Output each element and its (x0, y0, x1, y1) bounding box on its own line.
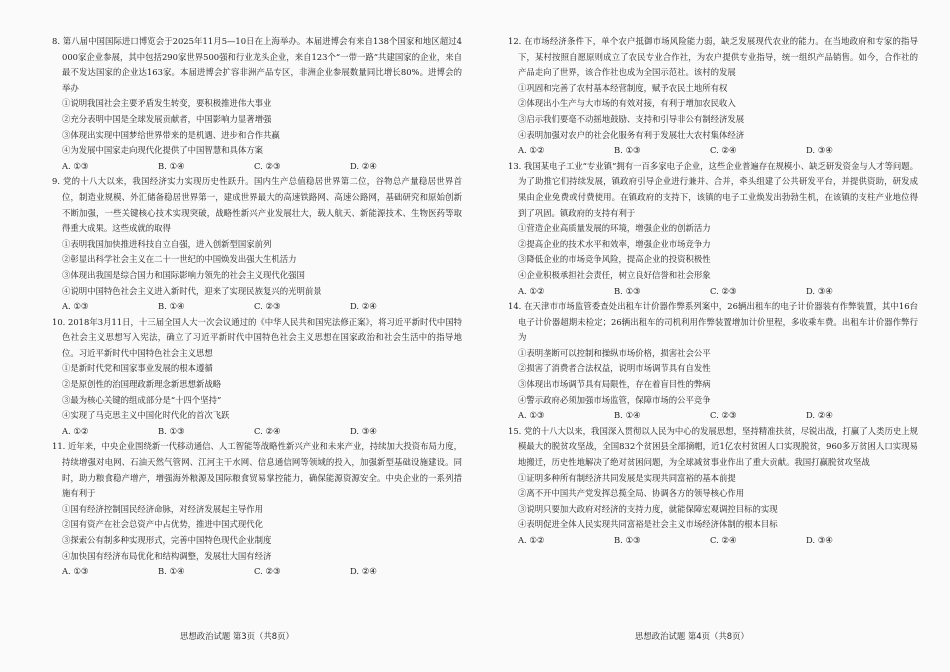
statement-option: ①说明我国社会主要矛盾发生转变，要积极推进伟大事业 (62, 98, 272, 109)
question-block (52, 315, 462, 440)
answer-choice: D. ③④ (806, 145, 833, 156)
statement-option: ①表明垄断可以控制和操纵市场价格，损害社会公平 (518, 347, 711, 358)
answer-choice: C. ②③ (254, 566, 281, 577)
statement-option: ④说明中国特色社会主义进入新时代，迎来了实现民族复兴的光明前景 (62, 285, 322, 296)
statement-option: ③最为核心关键的组成部分是“十四个坚持” (62, 394, 222, 405)
statement-option: ③说明只要加大政府对经济的支持力度，就能保障宏观调控目标的实现 (518, 503, 778, 514)
answer-choice: B. ①③ (614, 145, 641, 156)
statement-option: ②彰显出科学社会主义在二十一世纪的中国焕发出强大生机活力 (62, 254, 297, 265)
answer-choice: A. ①② (518, 285, 545, 296)
answer-choice: C. ②④ (710, 535, 737, 545)
answer-choice: C. ②④ (254, 425, 281, 436)
answer-choices (508, 533, 918, 549)
answer-choice: C. ②③ (710, 285, 737, 296)
answer-choice: B. ①④ (158, 301, 185, 312)
statement-option: ②体现出小生产与大市场的有效对接，有利于增加农民收入 (518, 98, 736, 109)
question-block (52, 439, 462, 579)
answer-choice: D. ③④ (806, 285, 833, 296)
question-stem: 15. 党的十八大以来，我国深入贯彻以人民为中心的发展思想，坚持精准扶贫，尽锐出战，打赢了人类历史上规模最大的脱贫攻坚战，全国832个贫困县全部摘帽，近1亿农村贫困人口实现脱贫，960多万贫困人口实现易地搬迁，历史性地解决了绝对贫困问题，为全球减贫事业作出了重大贡献。我国打赢脱贫攻坚战 (508, 425, 918, 468)
statement-option: ④企业积极承担社会责任，树立良好信誉和社会形象 (518, 269, 711, 280)
statement-option: ④表明加强对农户的社会化服务有利于发展壮大农村集体经济 (518, 129, 745, 140)
statement-option: ③降低企业的市场竞争风险，提高企业的投资积极性 (518, 254, 711, 265)
question-stem: 13. 我国某电子工业“专业镇”拥有一百多家电子企业，这些企业普遍存在规模小、缺乏研发资金与人才等问题。为了助推它们持续发展，镇政府引导企业进行兼并、合并，牵头组建了公共研发平台，并提供资助，研发成果由企业免费或付费使用。在镇政府的支持下，该镇的电子工业焕发出勃勃生机，在该镇的支柱产业地位得到了巩固。镇政府的支持有利于 (508, 160, 918, 218)
answer-choice: C. ②③ (710, 410, 737, 421)
statement-option: ③体现出实现中国梦给世界带来的是机遇、进步和合作共赢 (62, 129, 280, 140)
answer-choice: B. ①③ (614, 535, 641, 545)
answer-choice: A. ①③ (518, 410, 545, 421)
statement-option: ③启示我们要毫不动摇地鼓励、支持和引导非公有制经济发展 (518, 113, 745, 124)
answer-choice: A. ①② (518, 535, 545, 545)
answer-choice: C. ②④ (710, 145, 737, 156)
statement-option: ①巩固和完善了农村基本经营制度，赋予农民土地所有权 (518, 82, 728, 93)
right-column (508, 34, 918, 549)
answer-choice: B. ①③ (158, 425, 185, 436)
answer-choice: D. ②④ (806, 410, 833, 421)
answer-choice: B. ①③ (614, 285, 641, 296)
answer-choice: B. ①④ (158, 160, 185, 171)
statement-option: ④加快国有经济布局优化和结构调整，发展壮大国有经济 (62, 550, 272, 561)
answer-choice: D. ②④ (350, 160, 377, 171)
statement-option: ②提高企业的技术水平和效率，增强企业市场竞争力 (518, 238, 711, 249)
statement-option: ①国有经济控制国民经济命脉，对经济发展起主导作用 (62, 503, 263, 514)
statement-option: ④表明促进全体人民实现共同富裕是社会主义市场经济体制的根本目标 (518, 519, 778, 530)
answer-choice: D. ③④ (350, 425, 377, 436)
left-column (52, 34, 462, 580)
statement-option: ①营造企业高质量发展的环境，增强企业的创新活力 (518, 223, 711, 234)
answer-choices (52, 159, 462, 175)
page-footer-right: 思想政治试题 第4页（共8页） (635, 631, 749, 641)
question-stem: 11. 近年来，中央企业围绕新一代移动通信、人工智能等战略性新兴产业和未来产业，持续加大投资布局力度，持续增强对电网、石油天然气管网、江河主干水网、信息通信网等领域的投入，加强新型基础设施建设。同时，助力粮食稳产增产，增强海外粮源及国际粮食贸易掌控能力，确保能源资源安全。中央企业的一系列措施有利于 (52, 441, 462, 499)
statement-option: ②国有资产在社会总资产中占优势，推进中国式现代化 (62, 519, 263, 530)
answer-choice: C. ②③ (254, 160, 281, 171)
statement-option: ②离不开中国共产党发挥总揽全局、协调各方的领导核心作用 (518, 488, 745, 499)
answer-choice: B. ①④ (614, 410, 641, 421)
answer-choices (52, 299, 462, 315)
answer-choices (508, 408, 918, 424)
question-block (508, 159, 918, 299)
statement-option: ①证明多种所有制经济共同发展是实现共同富裕的基本前提 (518, 472, 736, 483)
answer-choices (52, 424, 462, 440)
statement-option: ④实现了马克思主义中国化时代化的首次飞跃 (62, 410, 230, 421)
statement-option: ①表明我国加快推进科技自立自强，进入创新型国家前列 (62, 238, 272, 249)
statement-option: ④为发展中国家走向现代化提供了中国智慧和具体方案 (62, 145, 263, 156)
statement-option: ①是新时代党和国家事业发展的根本遵循 (62, 363, 213, 374)
question-stem: 10. 2018年3月11日，十三届全国人大一次会议通过的《中华人民共和国宪法修正案》，将习近平新时代中国特色社会主义思想写入宪法，确立了习近平新时代中国特色社会主义思想在国家政治和社会生活中的指导地位。习近平新时代中国特色社会主义思想 (52, 316, 462, 358)
statement-option: ③探索公有制多种实现形式，完善中国特色现代企业制度 (62, 535, 272, 545)
question-stem: 12. 在市场经济条件下，单个农户抵御市场风险能力弱，缺乏发展现代农业的能力。在当地政府和专家的指导下，某村按照自愿原则成立了农民专业合作社，为农户提供专业指导，统一组织产品销售。如今，合作社的产品走向了世界，该合作社也成为全国示范社。该村的发展 (508, 36, 918, 78)
answer-choice: A. ①③ (62, 566, 89, 577)
question-block (508, 34, 918, 159)
answer-choice: A. ①② (518, 145, 545, 156)
question-block (52, 34, 462, 174)
statement-option: ④警示政府必须加强市场监管，保障市场的公平竞争 (518, 394, 711, 405)
answer-choice: C. ②③ (254, 301, 281, 312)
statement-option: ③体现出市场调节具有局限性，存在着盲目性的弊病 (518, 379, 711, 390)
statement-option: ③体现出我国是综合国力和国际影响力领先的社会主义现代化强国 (62, 269, 305, 280)
answer-choice: D. ③④ (806, 535, 833, 545)
answer-choice: A. ①② (62, 425, 89, 436)
answer-choices (508, 143, 918, 159)
question-block (508, 424, 918, 549)
statement-option: ②损害了消费者合法权益，说明市场调节具有自发性 (518, 363, 711, 374)
question-block (52, 174, 462, 314)
answer-choice: D. ②④ (350, 301, 377, 312)
question-block (508, 299, 918, 424)
answer-choice: D. ②④ (350, 566, 377, 577)
answer-choice: B. ①④ (158, 566, 185, 577)
question-stem: 8. 第八届中国国际进口博览会于2025年11月5—10日在上海举办。本届进博会有来自138个国家和地区超过4000家企业参展，其中包括290家世界500强和行业龙头企业，来自123个“一带一路”共建国家的企业，来自最不发达国家的企业达163家。本届进博会扩容非洲产品专区，非洲企业参展数量同比增长80%。进博会的举办 (52, 36, 462, 93)
answer-choice: A. ①③ (62, 301, 89, 312)
statement-option: ②充分表明中国是全球发展贡献者，中国影响力显著增强 (62, 113, 272, 124)
question-stem: 14. 在天津市市场监管委查处出租车计价器作弊系列案中，26辆出租车的电子计价器装有作弊装置，其中16台电子计价器超期未检定；26辆出租车的司机利用作弊装置增加计价里程，多收乘车费。出租车计价器作弊行为 (508, 301, 918, 343)
statement-option: ②是原创性的治国理政新理念新思想新战略 (62, 379, 222, 390)
page-footer-left: 思想政治试题 第3页（共8页） (180, 631, 294, 641)
answer-choice: A. ①③ (62, 160, 89, 171)
question-stem: 9. 党的十八大以来，我国经济实力实现历史性跃升。国内生产总值稳居世界第二位，谷物总产量稳居世界首位，制造业规模、外汇储备稳居世界第一，建成世界最大的高速铁路网、高速公路网，基础研究和原始创新不断加强，一些关键核心技术实现突破，战略性新兴产业发展壮大，载人航天、新能源技术、生物医药等取得重大成果。这些成就的取得 (52, 176, 462, 234)
answer-choices (508, 284, 918, 300)
answer-choices (52, 564, 462, 580)
